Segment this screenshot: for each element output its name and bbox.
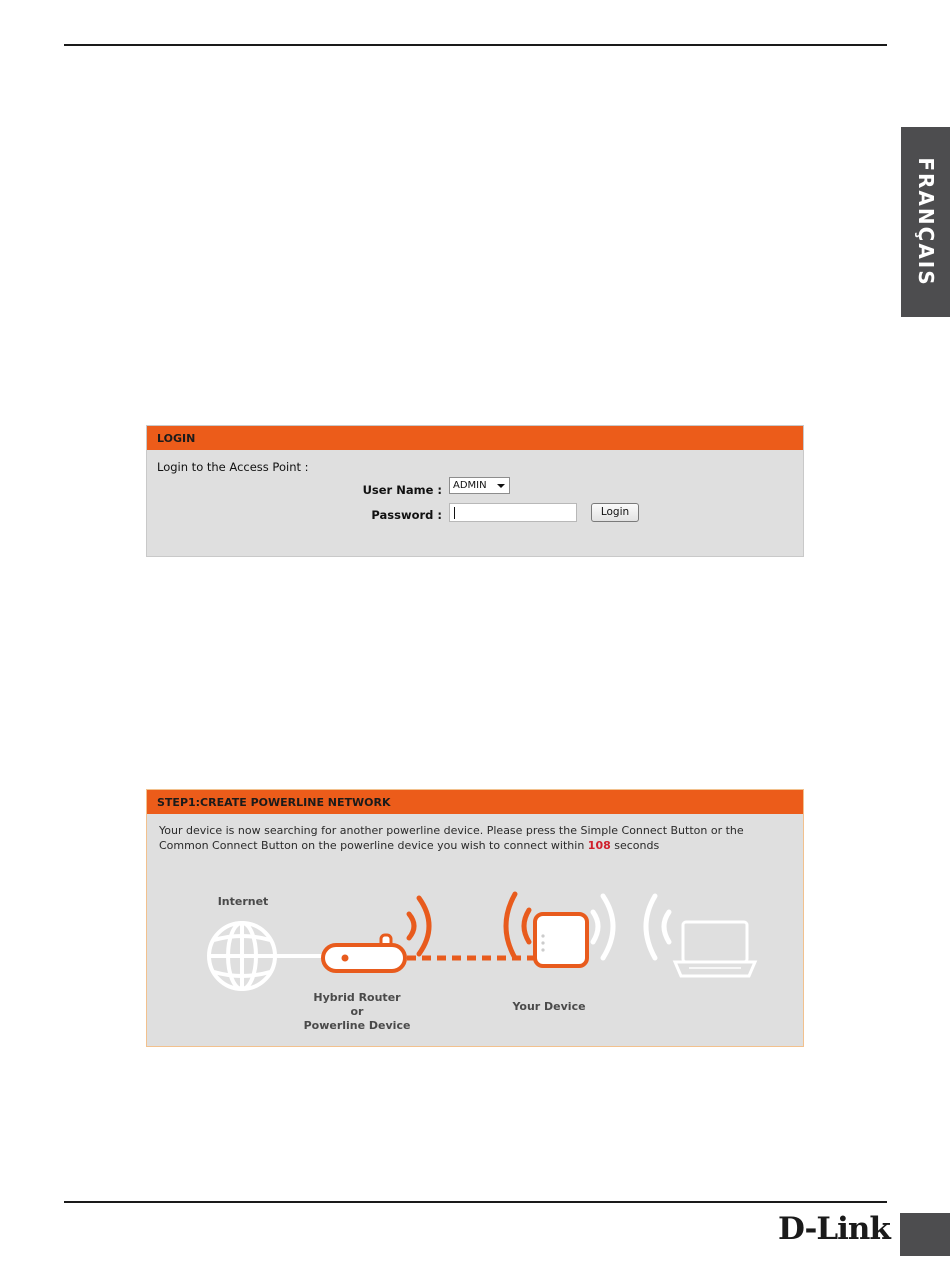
user-name-select[interactable] (449, 477, 510, 494)
dlink-logo: D-Link (778, 1211, 890, 1247)
laptop-icon (675, 922, 755, 976)
router-label-line2: or (350, 1005, 364, 1018)
router-label-line1: Hybrid Router (313, 991, 401, 1004)
wireless-signal-icon (646, 896, 669, 958)
bottom-rule (64, 1201, 887, 1203)
chevron-down-icon (497, 484, 505, 488)
powerline-device-icon (535, 914, 587, 966)
login-panel (146, 425, 804, 557)
step-instructions-line2-text: Common Connect Button on the powerline device you wish to connect within (159, 839, 585, 852)
password-label: Password : (371, 508, 442, 522)
internet-label: Internet (217, 895, 269, 908)
top-rule (64, 44, 887, 46)
login-intro-text: Login to the Access Point : (157, 460, 309, 474)
step-instructions-line2 (159, 839, 659, 852)
language-tab (901, 127, 950, 317)
step-panel (146, 789, 804, 1047)
wireless-signal-icon (506, 894, 529, 958)
user-name-label: User Name : (362, 483, 442, 497)
wireless-signal-icon (409, 898, 429, 954)
login-button[interactable]: Login (591, 503, 639, 522)
router-icon (323, 935, 405, 971)
login-panel-header: LOGIN (147, 426, 803, 450)
page-number-tab (900, 1213, 950, 1256)
user-name-select-value: ADMIN (453, 480, 487, 491)
step-instructions-line1: Your device is now searching for another powerline device. Please press the Simple Connect Button or the (159, 824, 744, 837)
language-tab-label: FRANÇAIS (913, 157, 938, 287)
router-label-line3: Powerline Device (303, 1019, 411, 1032)
wireless-signal-icon (593, 896, 613, 958)
step-panel-header: STEP1:CREATE POWERLINE NETWORK (147, 790, 803, 814)
router-label (297, 991, 417, 1033)
your-device-label: Your Device (512, 1000, 586, 1013)
text-cursor (454, 507, 455, 519)
globe-icon (209, 923, 275, 989)
password-input[interactable] (449, 503, 577, 522)
seconds-text: seconds (614, 839, 660, 852)
countdown-value: 108 (587, 839, 611, 852)
